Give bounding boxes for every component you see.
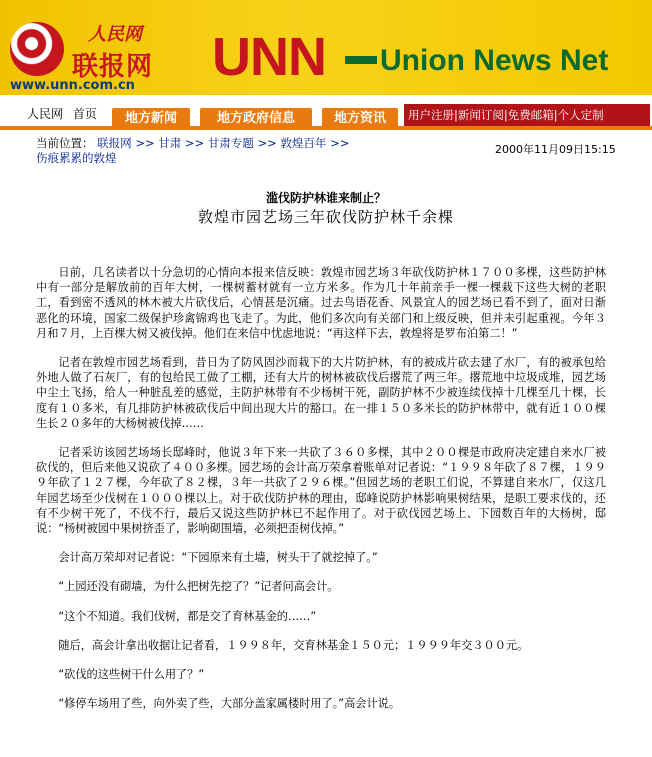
brand-tagline: Union News Net bbox=[380, 44, 609, 77]
nav-divider bbox=[0, 126, 652, 130]
article-paragraph: 随后，高会计拿出收据让记者看，１９９８年，交育林基金１５０元；１９９９年交３００元。 bbox=[58, 638, 529, 652]
nav-link-subscribe[interactable]: 新闻订阅 bbox=[457, 108, 504, 122]
breadcrumb-separator: >> bbox=[184, 136, 205, 150]
breadcrumb-separator: >> bbox=[257, 136, 277, 150]
article-title: 敦煌市园艺场三年砍伐防护林千余棵 bbox=[197, 208, 454, 226]
tab-local-gov-info[interactable]: 地方政府信息 bbox=[200, 108, 312, 130]
breadcrumb-link-dunhuang[interactable]: 敦煌百年 bbox=[280, 136, 327, 150]
breadcrumb-link-gansu-topic[interactable]: 甘肃专题 bbox=[207, 136, 254, 150]
site-header bbox=[0, 0, 652, 95]
nav-link-customize[interactable]: 个人定制 bbox=[557, 108, 604, 122]
nav-link-people[interactable]: 人民网 bbox=[27, 107, 64, 121]
article-subtitle: 滥伐防护林谁来制止？ bbox=[265, 191, 386, 205]
logo-emblem-icon bbox=[10, 22, 64, 76]
nav-link-register[interactable]: 用户注册 bbox=[408, 108, 454, 122]
article-body bbox=[36, 265, 606, 725]
tab-local-info[interactable]: 地方资讯 bbox=[322, 108, 398, 130]
article-paragraph: 记者在敦煌市园艺场看到，昔日为了防风固沙而栽下的大片防护林，有的被成片砍去建了水厂，有的被承包给外地人做了石灰厂，有的包给民工做了工棚，还有大片的树林被砍伐后撂荒了两三年。撂荒地中垃圾成堆，园艺场中尘土飞扬，给人一种脏乱差的感觉，主防护林带有不少杨树干死，副防护林不少被连续伐掉十几棵至几十棵，长度有１０多米，有几排防护林被砍伐后中间出现大片的豁口。在一排１５０多米长的防护林带中，就有近１００棵生长２０多年的大杨树被伐掉…… bbox=[36, 356, 606, 430]
logo-people-net-text: 人民网 bbox=[88, 24, 142, 45]
brand-dash bbox=[345, 56, 377, 64]
article-paragraph: “这个不知道。我们伐树，都是交了育林基金的……” bbox=[58, 609, 317, 623]
breadcrumb-current[interactable]: 伤痕累累的敦煌 bbox=[36, 151, 117, 165]
article-paragraph: “修停车场用了些，向外卖了些，大部分盖家属楼时用了。”高会计说。 bbox=[58, 697, 401, 711]
nav-right-links: 用户注册|新闻订阅|免费邮箱|个人定制 bbox=[404, 104, 650, 126]
breadcrumb bbox=[36, 136, 349, 151]
breadcrumb-link-gansu[interactable]: 甘肃 bbox=[158, 136, 182, 150]
site-logo[interactable] bbox=[0, 0, 185, 95]
logo-union-net-text: 联报网 bbox=[72, 52, 154, 82]
article-paragraph: “砍伐的这些树干什么用了？” bbox=[58, 668, 205, 682]
nav-link-free-mail[interactable]: 免费邮箱 bbox=[507, 108, 554, 122]
breadcrumb-link-unn[interactable]: 联报网 bbox=[97, 136, 132, 150]
article-paragraph: “上园还没有砌墙，为什么把树先挖了？”记者问高会计。 bbox=[58, 580, 339, 594]
breadcrumb-separator: >> bbox=[135, 136, 155, 150]
main-nav bbox=[0, 104, 652, 124]
nav-left-links bbox=[27, 104, 103, 124]
publish-date: 2000年11月09日15:15 bbox=[495, 143, 616, 156]
article-paragraph: 日前，几名读者以十分急切的心情向本报来信反映：敦煌市园艺场３年砍伐防护林１７００多棵，这些防护林中有一部分是解放前的百年大树，一棵树蓄材就有一立方米多。作为几十年前亲手一棵一棵栽下这些大树的老职工，看到密不透风的林木被大片砍伐后，心情甚是沉痛。过去鸟语花香、风景宜人的园艺场已看不到了，面对日渐恶化的环境，国家二级保护珍禽锦鸡也飞走了。为此，他们多次向有关部门和上级反映，但并未引起重视。今年３月和７月，上百棵大树又被伐掉。他们在来信中忧虑地说：“再这样下去，敦煌将是罗布泊第二！” bbox=[36, 266, 606, 340]
breadcrumb-separator: >> bbox=[330, 136, 350, 150]
brand-unn: UNN bbox=[212, 27, 326, 87]
nav-link-home[interactable]: 首页 bbox=[72, 107, 97, 121]
article-paragraph: 记者采访该园艺场场长邸峰时，他说３年下来一共砍了３６０多棵，其中２００棵是市政府决定建自来水厂被砍伐的，但后来他又说砍了４００多棵。园艺场的会计高万荣拿着账单对记者说：“１９９８年砍了８７棵，１９９９年砍了１２７棵，今年砍了８２棵，３年一共砍了２９６棵。”但园艺场的老职工们说，不算建自来水厂，仅这几年园艺场至少伐树在１０００棵以上。对于砍伐防护林的理由，邸峰说防护林影响果树结果，是职工要求伐的，还有不少树干死了，不伐不行，最后又说这些防护林已不起作用了。对于砍伐园艺场上、下园数百年的大杨树，邸说：“杨树被园中果树挤歪了，影响砌围墙，必须把歪树伐掉。” bbox=[36, 446, 606, 536]
logo-url: www.unn.com.cn bbox=[10, 78, 135, 93]
article-paragraph: 会计高万荣却对记者说：“下园原来有土墙，树头干了就挖掉了。” bbox=[58, 551, 378, 565]
tab-local-news[interactable]: 地方新闻 bbox=[112, 108, 190, 130]
breadcrumb-label: 当前位置： bbox=[36, 136, 94, 150]
